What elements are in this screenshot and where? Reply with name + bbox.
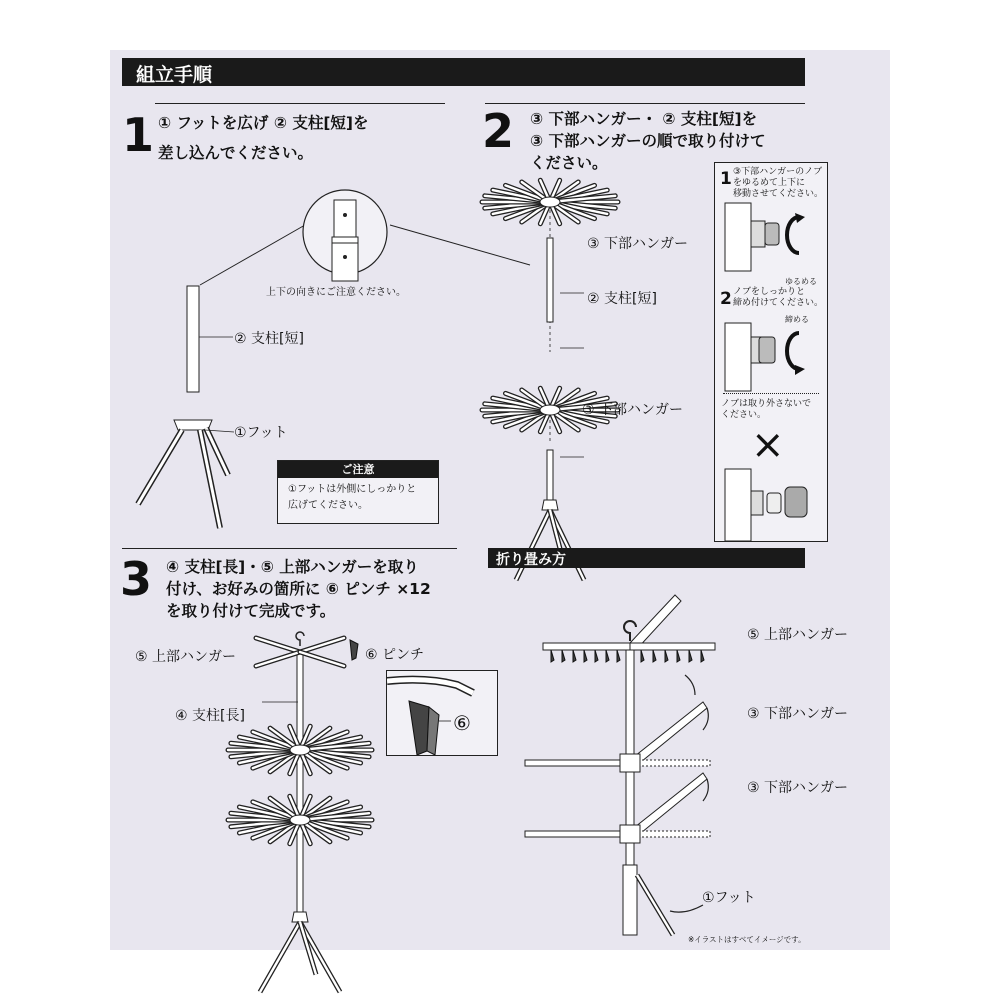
knob-sub1-line1: ③下部ハンガーのノブ	[733, 167, 823, 177]
fold-label-foot: ①フット	[702, 890, 756, 906]
step1-label-pole: ② 支柱[短]	[234, 331, 304, 347]
caution-line1: ①フットは外側にしっかりと	[288, 484, 417, 495]
step2-text-line2: ③ 下部ハンガーの順で取り付けて	[530, 132, 766, 150]
fold-label-lower1: ③ 下部ハンガー	[747, 706, 849, 722]
knob-loosen-label: ゆるめる	[785, 277, 817, 286]
step3-label-pinch: ⑥ ピンチ	[365, 647, 425, 663]
pinch-detail-number: ⑥	[453, 711, 471, 735]
step3-text-line3: を取り付けて完成です。	[166, 602, 336, 620]
instruction-sheet	[110, 50, 890, 950]
fold-title: 折り畳み方	[496, 552, 566, 568]
step1-text-line2: 差し込んでください。	[158, 144, 314, 162]
knob-sub2-number: 2	[720, 289, 732, 309]
fold-header-bar	[488, 548, 805, 568]
knob-sub3-line2: ください。	[721, 410, 767, 420]
caution-line2: 広げてください。	[288, 500, 368, 511]
step1-assembly-illustration	[130, 280, 240, 540]
caution-box	[277, 460, 439, 524]
step1-number: 1	[122, 108, 155, 162]
pinch-detail-box	[386, 670, 498, 756]
step3-label-long-pole: ④ 支柱[長]	[175, 708, 245, 724]
caution-title: ご注意	[341, 463, 375, 476]
pinch-detail-illustration	[387, 671, 497, 755]
knob-sub1-line3: 移動させてください。	[733, 189, 824, 199]
fold-label-lower2: ③ 下部ハンガー	[747, 780, 849, 796]
step2-rule	[485, 103, 805, 104]
knob-tighten-illustration	[715, 323, 827, 393]
step2-label-hanger-bottom: ③ 下部ハンガー	[582, 402, 684, 418]
knob-sub3-line1: ノブは取り外さないで	[721, 399, 812, 409]
caution-title-bar	[278, 461, 438, 478]
cross-mark-icon: ×	[751, 422, 785, 468]
knob-tighten-label: 締める	[785, 315, 809, 324]
step2-label-pole: ② 支柱[短]	[587, 291, 657, 307]
step1-label-foot: ①フット	[234, 425, 288, 441]
step3-label-upper-hanger: ⑤ 上部ハンガー	[135, 649, 237, 665]
fold-label-upper: ⑤ 上部ハンガー	[747, 627, 849, 643]
knob-removed-illustration	[715, 469, 827, 541]
knob-detail-panel	[714, 162, 828, 542]
knob-sub1-line2: をゆるめて上下に	[733, 178, 806, 188]
knob-dotted-separator	[723, 393, 819, 394]
knob-sub1-number: 1	[720, 169, 732, 189]
step2-label-hanger-top: ③ 下部ハンガー	[587, 236, 689, 252]
knob-sub2-line1: ノブをしっかりと	[733, 287, 806, 297]
knob-loosen-illustration	[715, 203, 827, 273]
knob-sub2-line2: 締め付けてください。	[733, 298, 824, 308]
step3-text-line2: 付け、お好みの箇所に ⑥ ピンチ ×12	[166, 580, 431, 598]
step1-text-line1: ① フットを広げ ② 支柱[短]を	[158, 114, 369, 132]
section-header-bar	[122, 58, 805, 86]
section-title: 組立手順	[136, 64, 213, 86]
step1-orientation-note: 上下の向きにご注意ください。	[266, 287, 406, 298]
step3-text-line1: ④ 支柱[長]・⑤ 上部ハンガーを取り	[166, 558, 419, 576]
fold-footnote: ※イラストはすべてイメージです。	[688, 935, 806, 944]
step2-assembly-illustration	[480, 170, 710, 530]
step1-rule	[155, 103, 445, 104]
step3-rule	[122, 548, 457, 549]
step3-number: 3	[120, 552, 153, 606]
step2-number: 2	[482, 104, 515, 158]
step2-text-line1: ③ 下部ハンガー・ ② 支柱[短]を	[530, 110, 758, 128]
step2-text-line3: ください。	[530, 154, 608, 172]
